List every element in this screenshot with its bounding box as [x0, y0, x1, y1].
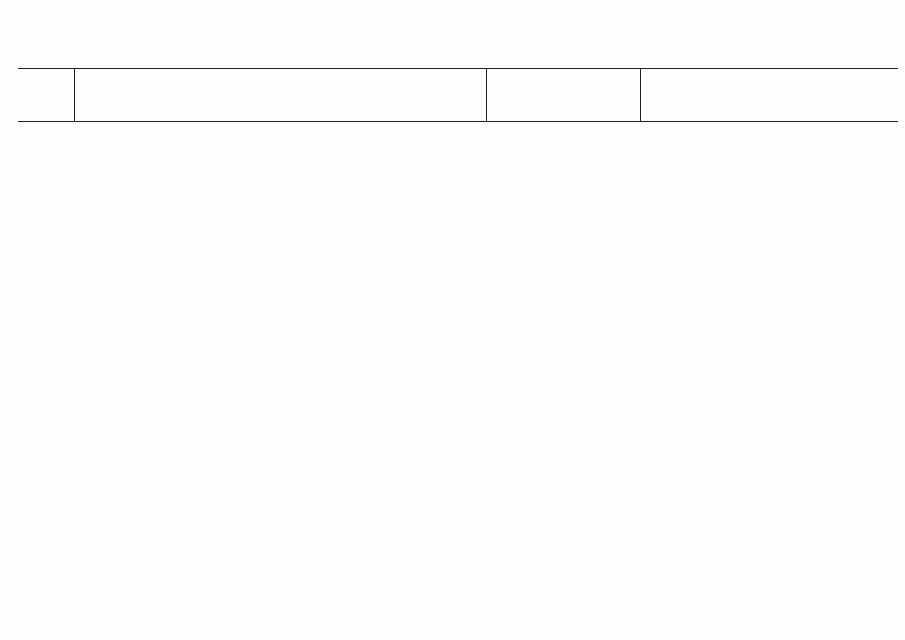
header-address	[75, 69, 485, 121]
table-header	[18, 68, 898, 122]
header-works	[641, 69, 898, 121]
header-period	[487, 69, 639, 121]
header-code	[18, 69, 74, 121]
